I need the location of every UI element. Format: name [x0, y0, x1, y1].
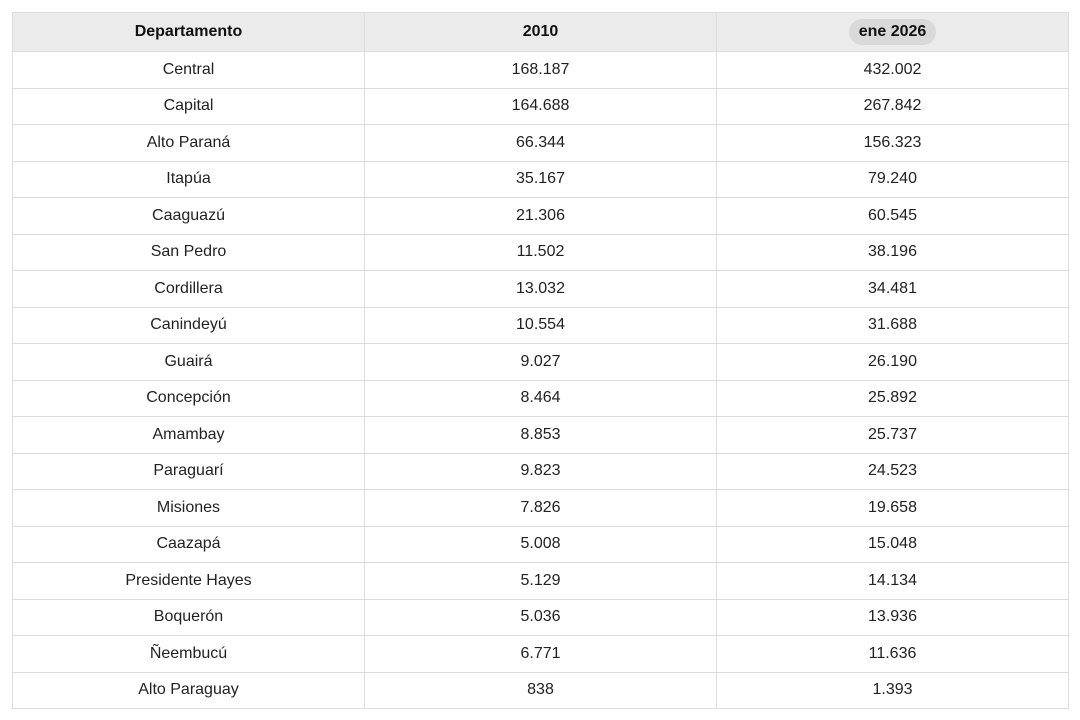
cell-ene-2026: 14.134 [717, 563, 1069, 600]
cell-2010: 5.036 [365, 599, 717, 636]
cell-ene-2026: 31.688 [717, 307, 1069, 344]
cell-2010: 168.187 [365, 52, 717, 89]
department-table [12, 12, 1069, 709]
cell-departamento: Alto Paraguay [13, 672, 365, 709]
cell-departamento: Paraguarí [13, 453, 365, 490]
sorted-column-pill[interactable]: ene 2026 [849, 19, 937, 45]
cell-2010: 10.554 [365, 307, 717, 344]
cell-departamento: Concepción [13, 380, 365, 417]
table-row [13, 344, 1069, 381]
table-header [13, 13, 1069, 52]
cell-ene-2026: 432.002 [717, 52, 1069, 89]
cell-ene-2026: 60.545 [717, 198, 1069, 235]
cell-2010: 9.823 [365, 453, 717, 490]
cell-departamento: Capital [13, 88, 365, 125]
table-row [13, 380, 1069, 417]
cell-ene-2026: 24.523 [717, 453, 1069, 490]
cell-2010: 8.853 [365, 417, 717, 454]
table-row [13, 672, 1069, 709]
table-row [13, 307, 1069, 344]
cell-departamento: Central [13, 52, 365, 89]
table-row [13, 125, 1069, 162]
table-row [13, 417, 1069, 454]
cell-departamento: Misiones [13, 490, 365, 527]
table-row [13, 599, 1069, 636]
table-row [13, 563, 1069, 600]
cell-ene-2026: 267.842 [717, 88, 1069, 125]
cell-ene-2026: 34.481 [717, 271, 1069, 308]
table-body [13, 52, 1069, 709]
cell-ene-2026: 38.196 [717, 234, 1069, 271]
data-table-container [12, 12, 1068, 709]
cell-2010: 21.306 [365, 198, 717, 235]
cell-departamento: Amambay [13, 417, 365, 454]
cell-2010: 11.502 [365, 234, 717, 271]
header-2010[interactable]: 2010 [365, 13, 717, 52]
cell-departamento: Ñeembucú [13, 636, 365, 673]
table-row [13, 52, 1069, 89]
cell-2010: 9.027 [365, 344, 717, 381]
cell-2010: 5.008 [365, 526, 717, 563]
cell-2010: 35.167 [365, 161, 717, 198]
cell-departamento: Caazapá [13, 526, 365, 563]
cell-departamento: Itapúa [13, 161, 365, 198]
cell-ene-2026: 13.936 [717, 599, 1069, 636]
cell-departamento: Boquerón [13, 599, 365, 636]
cell-ene-2026: 79.240 [717, 161, 1069, 198]
header-departamento[interactable]: Departamento [13, 13, 365, 52]
cell-2010: 5.129 [365, 563, 717, 600]
cell-departamento: Canindeyú [13, 307, 365, 344]
cell-departamento: Presidente Hayes [13, 563, 365, 600]
cell-ene-2026: 11.636 [717, 636, 1069, 673]
table-row [13, 526, 1069, 563]
cell-2010: 13.032 [365, 271, 717, 308]
cell-2010: 8.464 [365, 380, 717, 417]
header-row [13, 13, 1069, 52]
table-row [13, 161, 1069, 198]
cell-ene-2026: 25.892 [717, 380, 1069, 417]
cell-departamento: Caaguazú [13, 198, 365, 235]
cell-2010: 7.826 [365, 490, 717, 527]
cell-ene-2026: 25.737 [717, 417, 1069, 454]
header-ene-2026[interactable] [717, 13, 1069, 52]
table-row [13, 490, 1069, 527]
table-row [13, 453, 1069, 490]
table-row [13, 198, 1069, 235]
cell-departamento: Alto Paraná [13, 125, 365, 162]
cell-departamento: San Pedro [13, 234, 365, 271]
cell-2010: 164.688 [365, 88, 717, 125]
table-row [13, 271, 1069, 308]
cell-2010: 838 [365, 672, 717, 709]
table-row [13, 234, 1069, 271]
cell-ene-2026: 19.658 [717, 490, 1069, 527]
cell-ene-2026: 1.393 [717, 672, 1069, 709]
cell-departamento: Guairá [13, 344, 365, 381]
table-row [13, 88, 1069, 125]
cell-departamento: Cordillera [13, 271, 365, 308]
table-row [13, 636, 1069, 673]
cell-ene-2026: 26.190 [717, 344, 1069, 381]
cell-2010: 66.344 [365, 125, 717, 162]
cell-ene-2026: 156.323 [717, 125, 1069, 162]
cell-2010: 6.771 [365, 636, 717, 673]
cell-ene-2026: 15.048 [717, 526, 1069, 563]
